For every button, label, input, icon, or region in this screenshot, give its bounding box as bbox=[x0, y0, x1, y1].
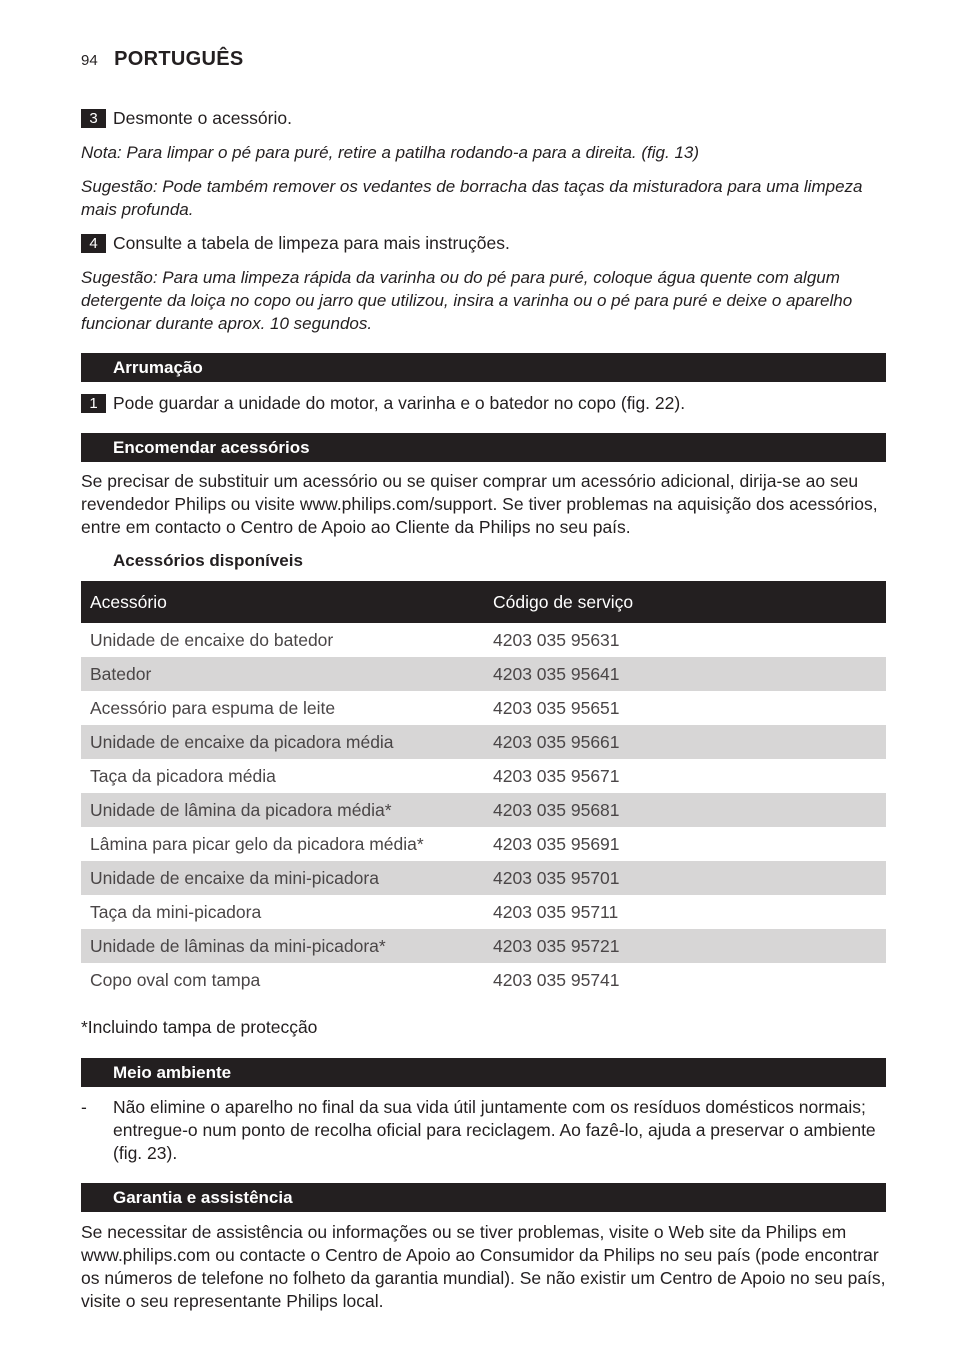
service-code-cell: 4203 035 95701 bbox=[484, 861, 886, 895]
table-header-row bbox=[81, 581, 886, 623]
accessory-cell: Unidade de lâminas da mini-picadora* bbox=[81, 929, 484, 963]
table-footnote: *Incluindo tampa de protecção bbox=[81, 1017, 318, 1037]
tip-rubber-seals: Sugestão: Pode também remover os vedantes de borracha das taças da misturadora para uma limpeza mais profunda. bbox=[81, 177, 863, 219]
step-number-badge: 4 bbox=[81, 234, 106, 253]
service-code-cell: 4203 035 95711 bbox=[493, 901, 619, 922]
table-row bbox=[81, 895, 886, 929]
table-row bbox=[81, 963, 886, 997]
bullet-dash: - bbox=[81, 1097, 87, 1117]
step-3 bbox=[81, 107, 886, 130]
service-code-cell: 4203 035 95651 bbox=[493, 697, 620, 718]
service-code-cell: 4203 035 95691 bbox=[493, 833, 620, 854]
step-text: Pode guardar a unidade do motor, a varinha e o batedor no copo (fig. 22). bbox=[113, 393, 686, 413]
service-code-cell: 4203 035 95641 bbox=[484, 657, 886, 691]
table-row bbox=[81, 827, 886, 861]
page-number: 94 bbox=[81, 52, 98, 69]
service-code-cell: 4203 035 95671 bbox=[493, 765, 620, 786]
table-row bbox=[81, 861, 886, 895]
section-bar-garantia: Garantia e assistência bbox=[81, 1183, 886, 1212]
table-row bbox=[81, 793, 886, 827]
service-code-cell: 4203 035 95681 bbox=[484, 793, 886, 827]
environment-bullet bbox=[81, 1096, 886, 1165]
accessory-cell: Lâmina para picar gelo da picadora média* bbox=[90, 833, 424, 854]
table-row bbox=[81, 657, 886, 691]
service-code-cell: 4203 035 95631 bbox=[493, 629, 620, 650]
section-bar-encomendar: Encomendar acessórios bbox=[81, 433, 886, 462]
environment-text: Não elimine o aparelho no final da sua vida útil juntamente com os resíduos domésticos normais; entregue-o num ponto de recolha oficial para reciclagem. Ao fazê-lo, ajuda a preservar o ambiente (fig. 23). bbox=[113, 1097, 876, 1163]
service-code-cell: 4203 035 95721 bbox=[484, 929, 886, 963]
accessory-cell: Unidade de encaixe do batedor bbox=[90, 629, 334, 650]
accessories-table bbox=[81, 581, 886, 997]
service-code-cell: 4203 035 95741 bbox=[493, 969, 620, 990]
column-header-service-code: Código de serviço bbox=[484, 581, 886, 623]
ordering-paragraph: Se precisar de substituir um acessório ou se quiser comprar um acessório adicional, dirija-se ao seu revendedor Philips ou visite www.philips.com/support. Se tiver problemas na aquisição dos acessórios, entre em contacto o Centro de Apoio ao Cliente da Philips no seu país. bbox=[81, 471, 878, 537]
section-bar-arrumacao: Arrumação bbox=[81, 353, 886, 382]
table-row bbox=[81, 725, 886, 759]
warranty-paragraph: Se necessitar de assistência ou informações ou se tiver problemas, visite o Web site da Philips em www.philips.com ou contacte o Centro de Apoio ao Consumidor da Philips no seu país (pode encontrar os números de telefone no folheto da garantia mundial). Se não existir um Centro de Apoio no seu país, visite o seu representante Philips local. bbox=[81, 1222, 886, 1311]
accessory-cell: Acessório para espuma de leite bbox=[90, 697, 336, 718]
column-header-accessory: Acessório bbox=[81, 581, 484, 623]
tip-quick-clean: Sugestão: Para uma limpeza rápida da varinha ou do pé para puré, coloque água quente com algum detergente da loiça no copo ou jarro que utilizou, insira a varinha ou o pé para puré e deixe o aparelho funcionar durante aprox. 10 segundos. bbox=[81, 268, 853, 333]
accessory-cell: Unidade de encaixe da picadora média bbox=[81, 725, 484, 759]
language-title: PORTUGUÊS bbox=[114, 48, 244, 70]
table-row bbox=[81, 759, 886, 793]
accessory-cell: Taça da picadora média bbox=[90, 765, 276, 786]
accessory-cell: Unidade de encaixe da mini-picadora bbox=[81, 861, 484, 895]
section-bar-meio-ambiente: Meio ambiente bbox=[81, 1058, 886, 1087]
step-text: Desmonte o acessório. bbox=[113, 108, 292, 128]
step-number-badge: 3 bbox=[81, 109, 106, 128]
table-row bbox=[81, 691, 886, 725]
accessory-cell: Batedor bbox=[81, 657, 484, 691]
service-code-cell: 4203 035 95661 bbox=[484, 725, 886, 759]
accessory-cell: Copo oval com tampa bbox=[90, 969, 261, 990]
page-header bbox=[81, 48, 244, 71]
table-row bbox=[81, 623, 886, 657]
accessory-cell: Unidade de lâmina da picadora média* bbox=[81, 793, 484, 827]
table-row bbox=[81, 929, 886, 963]
accessory-cell: Taça da mini-picadora bbox=[90, 901, 262, 922]
step-text: Consulte a tabela de limpeza para mais instruções. bbox=[113, 233, 510, 253]
step-1-storage bbox=[81, 392, 886, 415]
accessories-subheading: Acessórios disponíveis bbox=[113, 551, 303, 570]
note-fig13: Nota: Para limpar o pé para puré, retire a patilha rodando-a para a direita. (fig. 13) bbox=[81, 143, 700, 162]
step-number-badge: 1 bbox=[81, 394, 106, 413]
step-4 bbox=[81, 232, 886, 255]
